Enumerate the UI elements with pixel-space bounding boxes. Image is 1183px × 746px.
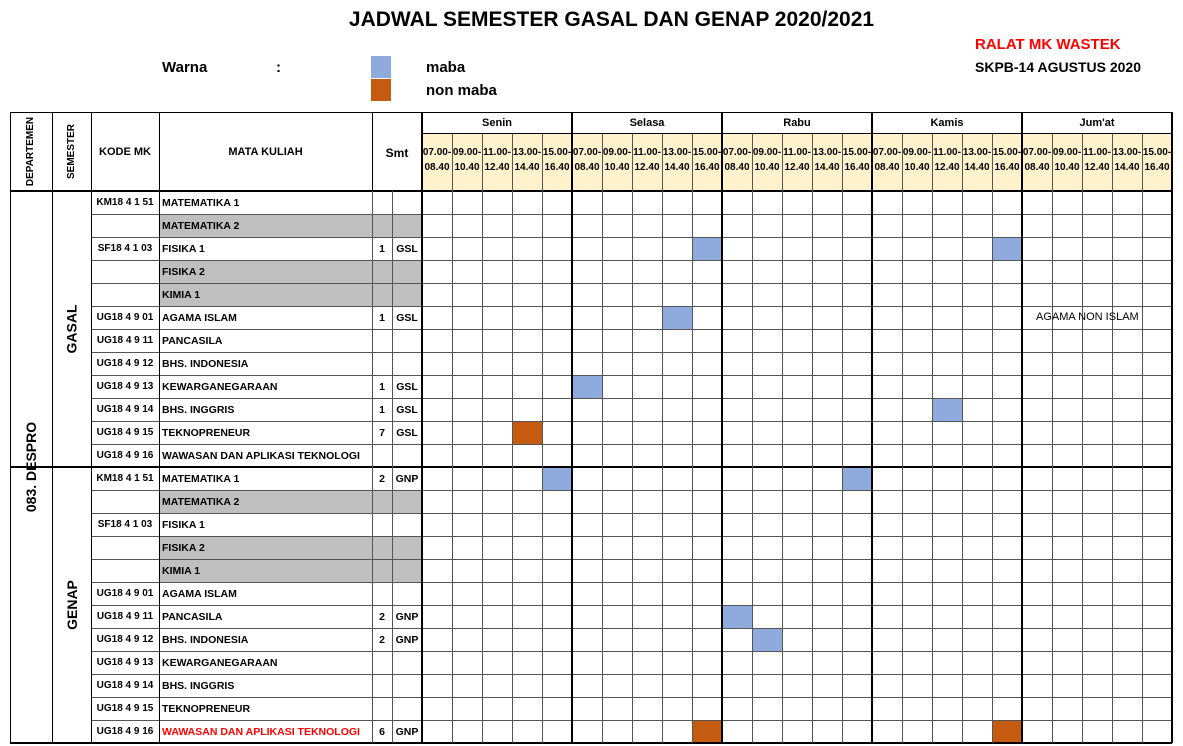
schedule-cell-maba bbox=[572, 375, 602, 398]
time-slot-start: 09.00- bbox=[1052, 147, 1082, 158]
grid-line bbox=[721, 112, 723, 743]
course-name: PANCASILA bbox=[162, 611, 223, 623]
time-slot bbox=[842, 145, 872, 181]
course-smt: 1 bbox=[379, 381, 385, 393]
course-name: BHS. INDONESIA bbox=[162, 634, 249, 646]
grid-line bbox=[1171, 112, 1173, 743]
time-slot bbox=[602, 145, 632, 181]
grid-line bbox=[1082, 134, 1083, 743]
time-slot-end: 10.40 bbox=[454, 162, 480, 173]
time-slot bbox=[1052, 145, 1082, 181]
semester-genap-label-text: GENAP bbox=[63, 580, 80, 630]
course-code: UG18 4 9 13 bbox=[96, 381, 154, 392]
time-slot-start: 15.00- bbox=[692, 147, 722, 158]
time-slot-start: 11.00- bbox=[783, 147, 811, 158]
course-name: FISIKA 2 bbox=[162, 266, 205, 278]
day-header: Selasa bbox=[629, 117, 665, 129]
header-semester-text: SEMESTER bbox=[66, 123, 78, 180]
semester-gasal-label bbox=[52, 191, 91, 467]
schedule-cell-non-maba bbox=[512, 421, 542, 444]
time-slot-start: 13.00- bbox=[512, 147, 542, 158]
grid-line bbox=[1052, 134, 1053, 743]
time-slot-start: 09.00- bbox=[902, 147, 932, 158]
day-header: Jum'at bbox=[1079, 117, 1115, 129]
course-name: MATEMATIKA 1 bbox=[162, 473, 240, 485]
time-slot bbox=[962, 145, 992, 181]
semester-genap-label bbox=[52, 467, 91, 743]
course-name: FISIKA 1 bbox=[162, 519, 205, 531]
schedule-cell-maba bbox=[722, 605, 752, 628]
course-code: UG18 4 9 12 bbox=[96, 358, 154, 369]
grid-line bbox=[662, 134, 663, 743]
course-name: MATEMATIKA 2 bbox=[162, 220, 240, 232]
course-smt: 6 bbox=[379, 726, 385, 738]
ralat-date: SKPB-14 AGUSTUS 2020 bbox=[975, 59, 1141, 75]
course-code: KM18 4 1 51 bbox=[96, 473, 154, 484]
legend-label: Warna bbox=[162, 59, 208, 76]
time-slot bbox=[752, 145, 782, 181]
grid-line bbox=[752, 134, 753, 743]
course-name: BHS. INGGRIS bbox=[162, 404, 235, 416]
grid-line bbox=[871, 112, 873, 743]
schedule-cell-maba bbox=[932, 398, 962, 421]
grid-line bbox=[1021, 112, 1023, 743]
grid-line bbox=[602, 134, 603, 743]
day-header: Senin bbox=[482, 117, 512, 129]
grid-line bbox=[692, 134, 693, 743]
course-name: WAWASAN DAN APLIKASI TEKNOLOGI bbox=[162, 726, 360, 738]
grid-line bbox=[392, 191, 393, 743]
time-slot-start: 13.00- bbox=[1112, 147, 1142, 158]
legend-item-non-maba: non maba bbox=[426, 82, 497, 99]
header-smt: Smt bbox=[385, 146, 409, 160]
time-slot bbox=[632, 145, 662, 181]
time-slot bbox=[512, 145, 542, 181]
grid-line bbox=[512, 134, 513, 743]
course-name: BHS. INGGRIS bbox=[162, 680, 235, 692]
time-slot-start: 07.00- bbox=[572, 147, 602, 158]
grid-line bbox=[10, 466, 1172, 468]
time-slot bbox=[722, 145, 752, 181]
time-slot-end: 08.40 bbox=[424, 162, 450, 173]
time-slot-start: 15.00- bbox=[992, 147, 1022, 158]
course-name: AGAMA ISLAM bbox=[162, 312, 237, 324]
course-code: UG18 4 9 15 bbox=[96, 427, 154, 438]
course-semester-code: GSL bbox=[396, 427, 418, 439]
grid-line bbox=[571, 112, 573, 743]
course-name: KIMIA 1 bbox=[162, 289, 201, 301]
time-slot-end: 10.40 bbox=[754, 162, 780, 173]
time-slot bbox=[782, 145, 812, 181]
schedule-cell-maba bbox=[662, 306, 692, 329]
grid-line bbox=[812, 134, 813, 743]
course-name: KIMIA 1 bbox=[162, 565, 201, 577]
time-slot-start: 09.00- bbox=[452, 147, 482, 158]
semester-gasal-label-text: GASAL bbox=[63, 304, 80, 354]
course-name: AGAMA ISLAM bbox=[162, 588, 237, 600]
time-slot-end: 14.40 bbox=[964, 162, 990, 173]
time-slot-start: 15.00- bbox=[842, 147, 872, 158]
time-slot-end: 08.40 bbox=[874, 162, 900, 173]
header-mata-kuliah: MATA KULIAH bbox=[228, 146, 303, 158]
course-code: SF18 4 1 03 bbox=[97, 519, 153, 530]
course-code: UG18 4 9 14 bbox=[96, 680, 154, 691]
course-code: UG18 4 9 14 bbox=[96, 404, 154, 415]
time-slot-end: 14.40 bbox=[664, 162, 690, 173]
time-slot-end: 08.40 bbox=[574, 162, 600, 173]
course-semester-code: GNP bbox=[395, 611, 419, 623]
time-slot-end: 12.40 bbox=[934, 162, 960, 173]
time-slot bbox=[452, 145, 482, 181]
grid-line bbox=[452, 134, 453, 743]
day-header: Rabu bbox=[783, 117, 811, 129]
course-code: SF18 4 1 03 bbox=[97, 243, 153, 254]
legend-swatch-non-maba bbox=[371, 79, 391, 101]
course-semester-code: GSL bbox=[396, 243, 418, 255]
time-slot-end: 16.40 bbox=[544, 162, 570, 173]
course-name: FISIKA 1 bbox=[162, 243, 205, 255]
course-semester-code: GSL bbox=[396, 381, 418, 393]
department-label bbox=[10, 191, 52, 743]
course-code: UG18 4 9 12 bbox=[96, 634, 154, 645]
time-slot-end: 16.40 bbox=[694, 162, 720, 173]
time-slot-start: 11.00- bbox=[933, 147, 961, 158]
grid-line bbox=[482, 134, 483, 743]
time-slot bbox=[1112, 145, 1142, 181]
course-semester-code: GNP bbox=[395, 726, 419, 738]
time-slot-end: 08.40 bbox=[1024, 162, 1050, 173]
time-slot-start: 11.00- bbox=[483, 147, 511, 158]
course-name: TEKNOPRENEUR bbox=[162, 427, 251, 439]
grid-line bbox=[422, 133, 1172, 134]
course-smt: 1 bbox=[379, 312, 385, 324]
course-code: KM18 4 1 51 bbox=[96, 197, 154, 208]
course-code: UG18 4 9 16 bbox=[96, 450, 154, 461]
time-slot bbox=[422, 145, 452, 181]
header-semester bbox=[52, 112, 91, 191]
header-departemen-text: DEPARTEMEN bbox=[25, 116, 37, 187]
time-slot-start: 13.00- bbox=[812, 147, 842, 158]
course-name: BHS. INDONESIA bbox=[162, 358, 249, 370]
schedule-cell-maba bbox=[542, 467, 572, 490]
time-slot bbox=[692, 145, 722, 181]
time-slot-end: 14.40 bbox=[814, 162, 840, 173]
course-code: UG18 4 9 13 bbox=[96, 657, 154, 668]
grid-line bbox=[542, 134, 543, 743]
ralat-title: RALAT MK WASTEK bbox=[975, 36, 1121, 53]
time-slot bbox=[1022, 145, 1052, 181]
grid-line bbox=[10, 742, 1172, 744]
time-slot-end: 14.40 bbox=[514, 162, 540, 173]
schedule-cell-maba bbox=[752, 628, 782, 651]
time-slot-start: 09.00- bbox=[602, 147, 632, 158]
grid-line bbox=[842, 134, 843, 743]
course-smt: 2 bbox=[379, 473, 385, 485]
schedule-cell-maba bbox=[692, 237, 722, 260]
day-header: Kamis bbox=[930, 117, 964, 129]
header-departemen bbox=[10, 112, 52, 191]
time-slot bbox=[992, 145, 1022, 181]
course-name: WAWASAN DAN APLIKASI TEKNOLOGI bbox=[162, 450, 360, 462]
grid-line bbox=[962, 134, 963, 743]
time-slot bbox=[812, 145, 842, 181]
time-slot-start: 13.00- bbox=[962, 147, 992, 158]
course-name: FISIKA 2 bbox=[162, 542, 205, 554]
schedule-cell-maba bbox=[842, 467, 872, 490]
course-code: UG18 4 9 11 bbox=[96, 611, 154, 622]
time-slot bbox=[572, 145, 602, 181]
course-smt: 1 bbox=[379, 404, 385, 416]
time-slot-end: 08.40 bbox=[724, 162, 750, 173]
course-semester-code: GSL bbox=[396, 404, 418, 416]
time-slot-end: 16.40 bbox=[994, 162, 1020, 173]
time-slot-end: 14.40 bbox=[1114, 162, 1140, 173]
time-slot-end: 12.40 bbox=[634, 162, 660, 173]
course-name: TEKNOPRENEUR bbox=[162, 703, 251, 715]
course-semester-code: GSL bbox=[396, 312, 418, 324]
time-slot bbox=[902, 145, 932, 181]
time-slot-start: 11.00- bbox=[1083, 147, 1111, 158]
time-slot-end: 16.40 bbox=[1144, 162, 1170, 173]
time-slot-end: 12.40 bbox=[484, 162, 510, 173]
time-slot-end: 10.40 bbox=[604, 162, 630, 173]
time-slot-end: 10.40 bbox=[1054, 162, 1080, 173]
time-slot bbox=[1142, 145, 1172, 181]
time-slot bbox=[872, 145, 902, 181]
course-semester-code: GNP bbox=[395, 634, 419, 646]
grid-line bbox=[159, 112, 160, 743]
time-slot-end: 12.40 bbox=[784, 162, 810, 173]
time-slot-start: 13.00- bbox=[662, 147, 692, 158]
grid-line bbox=[1112, 134, 1113, 743]
course-name: KEWARGANEGARAAN bbox=[162, 381, 278, 393]
course-smt: 2 bbox=[379, 611, 385, 623]
grid-line bbox=[932, 134, 933, 743]
time-slot-start: 07.00- bbox=[722, 147, 752, 158]
time-slot-end: 12.40 bbox=[1084, 162, 1110, 173]
course-code: UG18 4 9 01 bbox=[96, 312, 154, 323]
time-slot bbox=[932, 145, 962, 181]
course-code: UG18 4 9 16 bbox=[96, 726, 154, 737]
page-title: JADWAL SEMESTER GASAL DAN GENAP 2020/2021 bbox=[348, 8, 875, 31]
time-slot-start: 11.00- bbox=[633, 147, 661, 158]
department-label-text: 083. DESPRO bbox=[23, 421, 40, 513]
course-smt: 1 bbox=[379, 243, 385, 255]
time-slot-start: 15.00- bbox=[542, 147, 572, 158]
legend-colon: : bbox=[276, 59, 281, 76]
time-slot-end: 10.40 bbox=[904, 162, 930, 173]
time-slot bbox=[482, 145, 512, 181]
grid-line bbox=[372, 191, 373, 743]
course-name: KEWARGANEGARAAN bbox=[162, 657, 278, 669]
time-slot-start: 07.00- bbox=[1022, 147, 1052, 158]
grid-line bbox=[992, 134, 993, 743]
time-slot-start: 15.00- bbox=[1142, 147, 1172, 158]
time-slot-end: 16.40 bbox=[844, 162, 870, 173]
time-slot bbox=[1082, 145, 1112, 181]
grid-line bbox=[10, 190, 1172, 192]
time-slot-start: 07.00- bbox=[872, 147, 902, 158]
course-code: UG18 4 9 11 bbox=[96, 335, 154, 346]
header-kode-mk: KODE MK bbox=[99, 146, 151, 158]
grid-line bbox=[902, 134, 903, 743]
course-code: UG18 4 9 01 bbox=[96, 588, 154, 599]
course-name: PANCASILA bbox=[162, 335, 223, 347]
course-name: MATEMATIKA 1 bbox=[162, 197, 240, 209]
course-name: MATEMATIKA 2 bbox=[162, 496, 240, 508]
legend-item-maba: maba bbox=[426, 59, 466, 76]
grid-line bbox=[632, 134, 633, 743]
time-slot-start: 07.00- bbox=[422, 147, 452, 158]
time-slot bbox=[542, 145, 572, 181]
time-slot-start: 09.00- bbox=[752, 147, 782, 158]
grid-line bbox=[1142, 134, 1143, 743]
course-semester-code: GNP bbox=[395, 473, 419, 485]
schedule-cell-non-maba bbox=[692, 720, 722, 743]
grid-line bbox=[782, 134, 783, 743]
schedule-cell-non-maba bbox=[992, 720, 1022, 743]
schedule-cell-maba bbox=[992, 237, 1022, 260]
course-code: UG18 4 9 15 bbox=[96, 703, 154, 714]
time-slot bbox=[662, 145, 692, 181]
course-smt: 2 bbox=[379, 634, 385, 646]
course-smt: 7 bbox=[379, 427, 385, 439]
legend-swatch-maba bbox=[371, 56, 391, 78]
schedule-note: AGAMA NON ISLAM bbox=[1036, 311, 1139, 323]
